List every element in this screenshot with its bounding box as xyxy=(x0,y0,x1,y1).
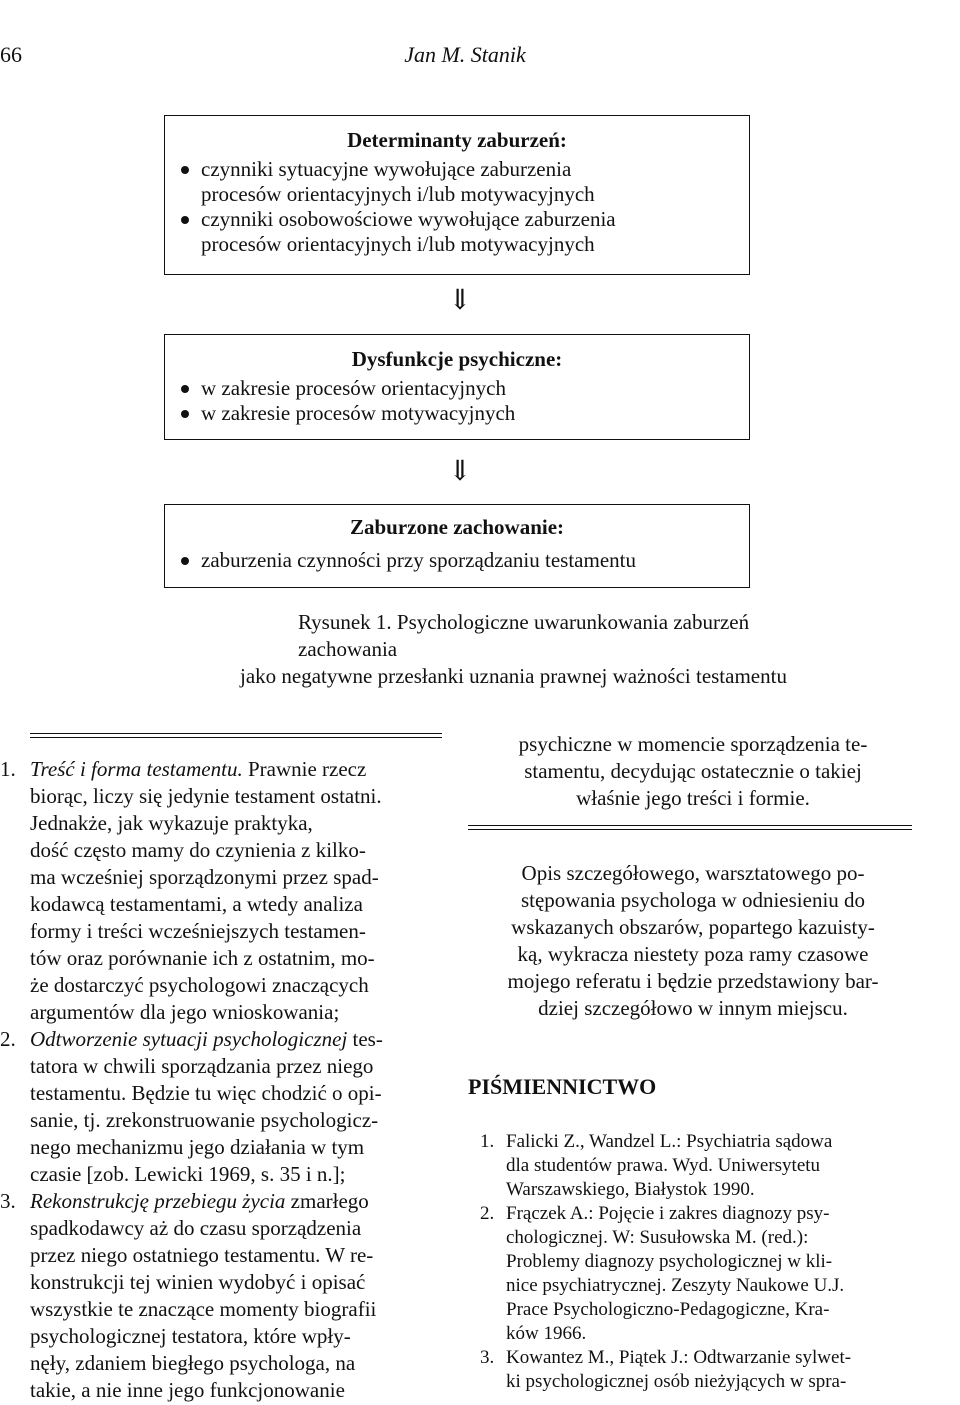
text-line: dość często mamy do czynienia z kilko- xyxy=(30,838,366,862)
text-line: przez niego ostatniego testamentu. W re- xyxy=(30,1243,374,1267)
text-line: Falicki Z., Wandzel L.: Psychiatria sądowa xyxy=(506,1131,833,1152)
dysfunctions-title: Dysfunkcje psychiczne: xyxy=(351,347,563,371)
caption-line: Rysunek 1. Psychologiczne uwarunkowania zaburzeń zachowania xyxy=(298,610,750,661)
item-title: Rekonstrukcję przebiegu życia xyxy=(30,1189,286,1213)
text-line: zmarłego xyxy=(290,1189,369,1213)
page-number: 66 xyxy=(0,42,22,67)
closing-paragraph xyxy=(468,860,918,1022)
item-line: czynniki osobowościowe wywołujące zaburzenia xyxy=(201,207,616,231)
text-line: mojego referatu i będzie przedstawiony bar- xyxy=(507,969,879,993)
text-line: spadkodawcy aż do czasu sporządzenia xyxy=(30,1216,362,1240)
dysfunctions-box xyxy=(164,334,750,440)
item-line: czynniki sytuacyjne wywołujące zaburzenia xyxy=(201,157,572,181)
list-item xyxy=(179,207,749,257)
reference-item xyxy=(468,1346,918,1394)
bibliography-heading: PIŚMIENNICTWO xyxy=(468,1074,657,1099)
divider xyxy=(468,829,912,830)
text-line: wskazanych obszarów, popartego kazuisty- xyxy=(511,915,875,939)
left-column xyxy=(0,756,450,1404)
text-line: nice psychiatrycznej. Zeszyty Naukowe U.J. xyxy=(506,1275,845,1296)
text-line: psychiczne w momencie sporządzenia te- xyxy=(518,732,868,756)
enumerated-item xyxy=(0,756,450,1026)
text-line: ków 1966. xyxy=(506,1323,587,1344)
text-line: psychologicznej testatora, które wpły- xyxy=(30,1324,351,1348)
divider xyxy=(468,825,912,826)
text-line: testamentu. Będzie tu więc chodzić o opi- xyxy=(30,1081,382,1105)
text-line: Jednakże, jak wykazuje praktyka, xyxy=(30,811,313,835)
text-line: wszystkie te znaczące momenty biografii xyxy=(30,1297,377,1321)
divider xyxy=(30,737,442,738)
item-number: 2. xyxy=(0,1027,16,1051)
text-line: formy i treści wcześniejszych testamen- xyxy=(30,919,366,943)
behavior-title: Zaburzone zachowanie: xyxy=(349,515,565,539)
text-line: tes- xyxy=(352,1027,383,1051)
enumerated-item xyxy=(0,1026,450,1188)
behavior-box xyxy=(164,504,750,588)
item-line: procesów orientacyjnych i/lub motywacyjnych xyxy=(201,182,595,206)
text-line: dla studentów prawa. Wyd. Uniwersytetu xyxy=(506,1155,821,1176)
enumerated-item xyxy=(0,1188,450,1404)
text-line: ki psychologicznej osób nieżyjących w spra- xyxy=(506,1371,847,1392)
item-title: Odtworzenie sytuacji psychologicznej xyxy=(30,1027,348,1051)
bibliography-list xyxy=(468,1130,918,1394)
text-line: konstrukcji tej winien wydobyć i opisać xyxy=(30,1270,366,1294)
down-arrow-icon: ⇓ xyxy=(448,456,472,487)
text-line: Warszawskiego, Białystok 1990. xyxy=(506,1179,755,1200)
caption-line: jako negatywne przesłanki uznania prawnej ważności testamentu xyxy=(240,664,787,688)
text-line: sanie, tj. zrekonstruowanie psychologicz- xyxy=(30,1108,379,1132)
reference-number: 1. xyxy=(480,1131,495,1152)
item-number: 3. xyxy=(0,1189,16,1213)
continuation-paragraph xyxy=(468,731,918,812)
text-line: ką, wykracza niestety poza ramy czasowe xyxy=(517,942,869,966)
text-line: Prawnie rzecz xyxy=(247,757,367,781)
determinants-title: Determinanty zaburzeń: xyxy=(347,128,567,152)
list-item: w zakresie procesów orientacyjnych xyxy=(179,376,749,401)
running-head-author: Jan M. Stanik xyxy=(404,42,526,67)
text-line: nego mechanizmu jego działania w tym xyxy=(30,1135,365,1159)
text-line: stępowania psychologa w odniesieniu do xyxy=(520,888,866,912)
list-item xyxy=(179,157,749,207)
down-arrow-icon: ⇓ xyxy=(448,285,472,316)
reference-number: 2. xyxy=(480,1203,495,1224)
dysfunctions-list xyxy=(165,376,749,426)
reference-number: 3. xyxy=(480,1347,495,1368)
determinants-list xyxy=(165,157,749,257)
text-line: Opis szczegółowego, warsztatowego po- xyxy=(521,861,865,885)
reference-item xyxy=(468,1202,918,1346)
text-line: stamentu, decydując ostatecznie o takiej xyxy=(524,759,862,783)
text-line: Frączek A.: Pojęcie i zakres diagnozy psy- xyxy=(506,1203,830,1224)
list-item: w zakresie procesów motywacyjnych xyxy=(179,401,749,426)
text-line: właśnie jego treści i formie. xyxy=(576,786,810,810)
text-line: czasie [zob. Lewicki 1969, s. 35 i n.]; xyxy=(30,1162,346,1186)
text-line: argumentów dla jego wnioskowania; xyxy=(30,1000,340,1024)
text-line: takie, a nie inne jego funkcjonowanie xyxy=(30,1378,345,1402)
text-line: chologicznej. W: Susułowska M. (red.): xyxy=(506,1227,809,1248)
text-line: kodawcą testamentami, a wtedy analiza xyxy=(30,892,363,916)
text-line: Kowantez M., Piątek J.: Odtwarzanie sylwet- xyxy=(506,1347,852,1368)
item-title: Treść i forma testamentu. xyxy=(30,757,243,781)
text-line: tów oraz porównanie ich z ostatnim, mo- xyxy=(30,946,375,970)
text-line: Prace Psychologiczno-Pedagogiczne, Kra- xyxy=(506,1299,830,1320)
text-line: tatora w chwili sporządzania przez niego xyxy=(30,1054,374,1078)
text-line: ma wcześniej sporządzonymi przez spad- xyxy=(30,865,379,889)
figure-caption xyxy=(240,609,818,690)
item-number: 1. xyxy=(0,757,16,781)
text-line: że dostarczyć psychologowi znaczących xyxy=(30,973,369,997)
text-line: biorąc, liczy się jedynie testament ostatni. xyxy=(30,784,382,808)
text-line: nęły, zdaniem biegłego psychologa, na xyxy=(30,1351,356,1375)
determinants-box xyxy=(164,115,750,275)
text-line: dziej szczegółowo w innym miejscu. xyxy=(538,996,848,1020)
divider xyxy=(30,733,442,734)
list-item: zaburzenia czynności przy sporządzaniu testamentu xyxy=(179,548,749,573)
behavior-list xyxy=(165,548,749,573)
text-line: Problemy diagnozy psychologicznej w kli- xyxy=(506,1251,833,1272)
item-line: procesów orientacyjnych i/lub motywacyjnych xyxy=(201,232,595,256)
reference-item xyxy=(468,1130,918,1202)
